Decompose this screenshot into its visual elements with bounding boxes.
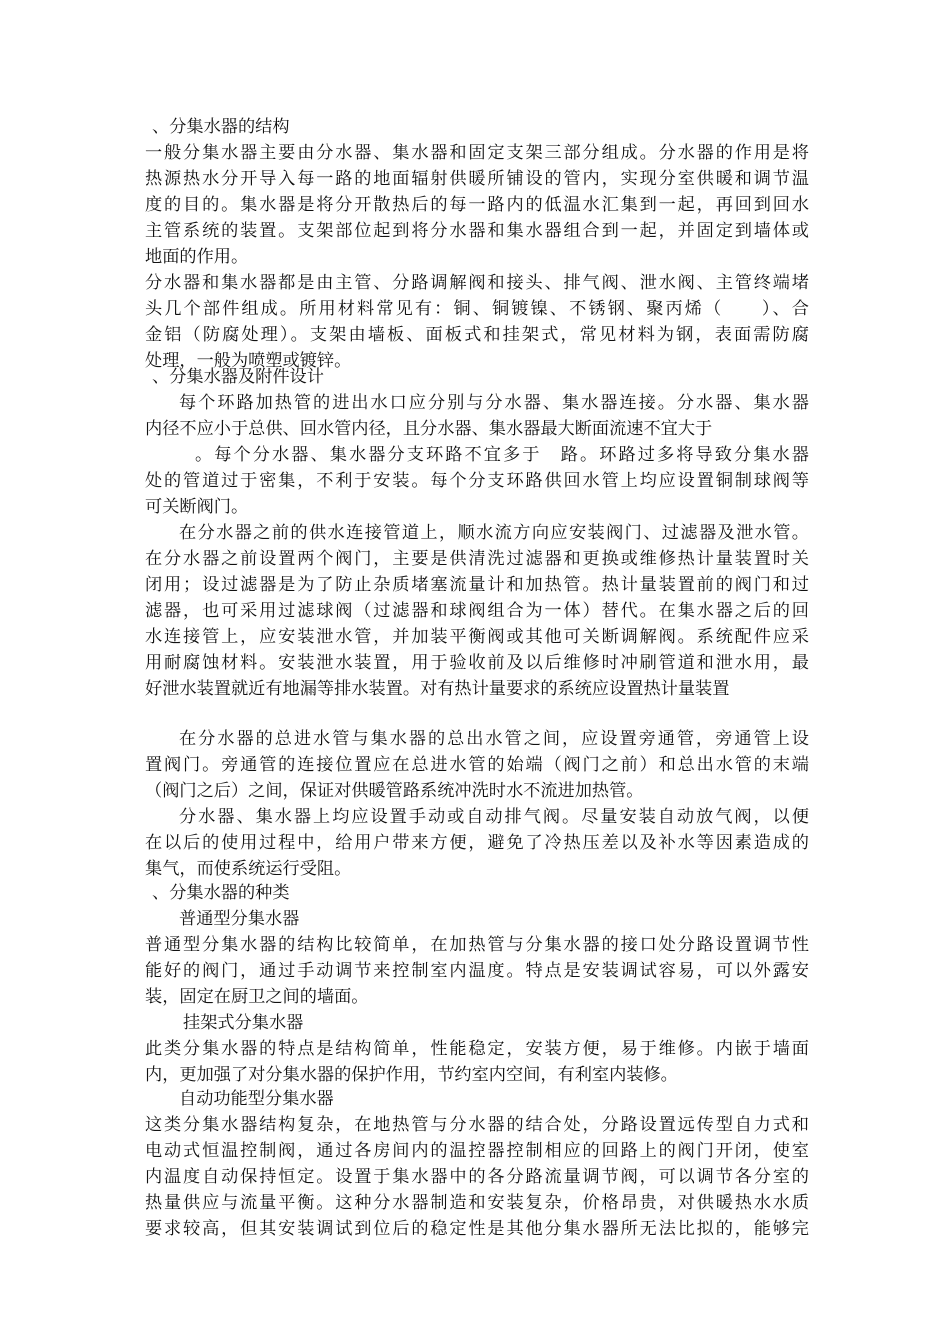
body-line: 地面的作用。: [145, 247, 249, 267]
body-line: 在分水器之前的供水连接管道上，顺水流方向应安装阀门、过滤器及泄水管。: [179, 523, 809, 543]
section-heading-design: 、分集水器及附件设计: [152, 367, 324, 387]
body-line: 度的目的。集水器是将分开散热后的每一路内的低温水汇集到一起，再回到回水: [145, 195, 809, 215]
subheading-wall-mounted-type: 挂架式分集水器: [183, 1013, 304, 1033]
body-line: 能好的阀门，通过手动调节来控制室内温度。特点是安装调试容易，可以外露安: [145, 961, 809, 981]
body-line: 在以后的使用过程中，给用户带来方便，避免了冷热压差以及补水等因素造成的: [145, 833, 809, 853]
body-line: 头几个部件组成。所用材料常见有：铜、铜镀镍、不锈钢、聚丙烯（ ）、合: [145, 299, 809, 319]
body-line: 电动式恒温控制阀，通过各房间内的温控器控制相应的回路上的阀门开闭，使室: [145, 1141, 809, 1161]
body-line: 集气，而使系统运行受阻。: [145, 859, 352, 879]
body-line: 分水器和集水器都是由主管、分路调解阀和接头、排气阀、泄水阀、主管终端堵: [145, 273, 809, 293]
body-line: 热源热水分开导入每一路的地面辐射供暖所铺设的管内，实现分室供暖和调节温: [145, 169, 809, 189]
body-line: 处理，一般为喷塑或镀锌。: [145, 351, 352, 371]
body-line: 每个环路加热管的进出水口应分别与分水器、集水器连接。分水器、集水器: [179, 393, 809, 413]
body-line: 此类分集水器的特点是结构简单，性能稳定，安装方便，易于维修。内嵌于墙面: [145, 1039, 809, 1059]
body-line: 滤器，也可采用过滤球阀（过滤器和球阀组合为一体）替代。在集水器之后的回: [145, 601, 809, 621]
subheading-standard-type: 普通型分集水器: [179, 909, 300, 929]
section-heading-types: 、分集水器的种类: [152, 883, 290, 903]
body-line: 内，更加强了对分集水器的保护作用，节约室内空间，有利室内装修。: [145, 1065, 678, 1085]
subheading-automatic-type: 自动功能型分集水器: [179, 1089, 334, 1109]
body-line: （阀门之后）之间，保证对供暖管路系统冲洗时水不流进加热管。: [145, 781, 644, 801]
body-line: 金铝（防腐处理）。支架由墙板、面板式和挂架式，常见材料为钢，表面需防腐: [145, 325, 809, 345]
body-line: 。每个分水器、集水器分支环路不宜多于 路。环路过多将导致分集水器: [195, 445, 809, 465]
body-line: 主管系统的装置。支架部位起到将分水器和集水器组合到一起，并固定到墙体或: [145, 221, 809, 241]
body-line: 处的管道过于密集，不利于安装。每个分支环路供回水管上均应设置铜制球阀等: [145, 471, 809, 491]
body-line: 一般分集水器主要由分水器、集水器和固定支架三部分组成。分水器的作用是将: [145, 143, 809, 163]
body-line: 好泄水装置就近有地漏等排水装置。对有热计量要求的系统应设置热计量装置: [145, 679, 730, 699]
body-line: 闭用；设过滤器是为了防止杂质堵塞流量计和加热管。热计量装置前的阀门和过: [145, 575, 809, 595]
body-line: 热量供应与流量平衡。这种分水器制造和安装复杂，价格昂贵，对供暖热水水质: [145, 1193, 809, 1213]
body-line: 普通型分集水器的结构比较简单，在加热管与分集水器的接口处分路设置调节性: [145, 935, 809, 955]
body-line: 分水器、集水器上均应设置手动或自动排气阀。尽量安装自动放气阀，以便: [179, 807, 809, 827]
body-line: 在分水器之前设置两个阀门，主要是供清洗过滤器和更换或维修热计量装置时关: [145, 549, 809, 569]
body-line: 装，固定在厨卫之间的墙面。: [145, 987, 369, 1007]
section-heading-structure: 、分集水器的结构: [152, 117, 290, 137]
body-line: 要求较高，但其安装调试到位后的稳定性是其他分集水器所无法比拟的，能够完: [145, 1219, 809, 1239]
body-line: 这类分集水器结构复杂，在地热管与分水器的结合处，分路设置远传型自力式和: [145, 1115, 809, 1135]
body-line: 内径不应小于总供、回水管内径，且分水器、集水器最大断面流速不宜大于: [145, 419, 713, 439]
body-line: 内温度自动保持恒定。设置于集水器中的各分路流量调节阀，可以调节各分室的: [145, 1167, 809, 1187]
body-line: 置阀门。旁通管的连接位置应在总进水管的始端（阀门之前）和总出水管的末端: [145, 755, 809, 775]
body-line: 用耐腐蚀材料。安装泄水装置，用于验收前及以后维修时冲刷管道和泄水用，最: [145, 653, 809, 673]
body-line: 水连接管上，应安装泄水管，并加装平衡阀或其他可关断调解阀。系统配件应采: [145, 627, 809, 647]
body-line: 在分水器的总进水管与集水器的总出水管之间，应设置旁通管，旁通管上设: [179, 729, 809, 749]
body-line: 可关断阀门。: [145, 497, 249, 517]
